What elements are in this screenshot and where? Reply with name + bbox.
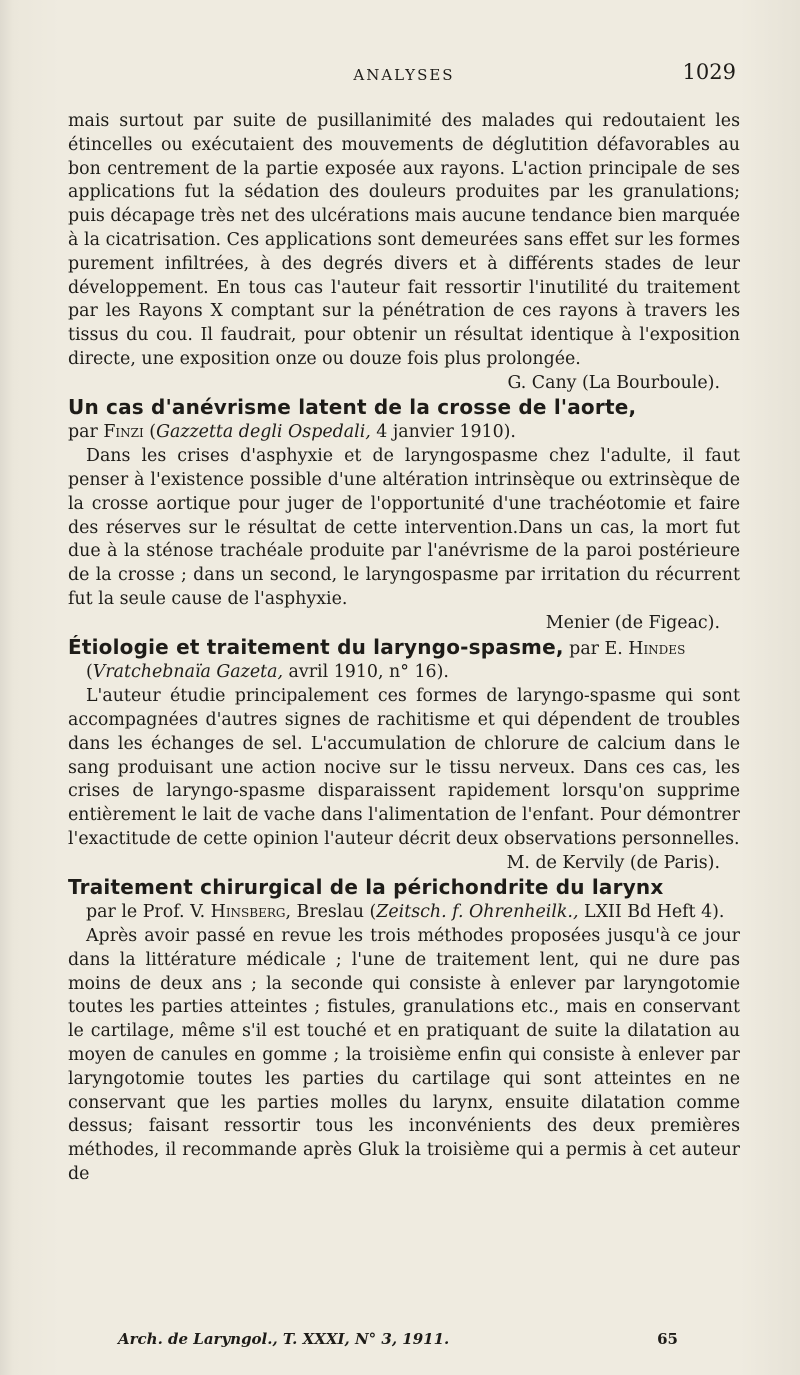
source-open: ( [86, 662, 93, 683]
reviewer-signature-1 [68, 372, 740, 396]
reviewer-name: G. Cany (La Bourboule). [507, 372, 720, 393]
review-citation-4 [68, 901, 740, 925]
source-journal: Gazzetta degli Ospedali, [156, 422, 371, 443]
author-place: , Breslau ( [285, 902, 377, 923]
review-heading-2 [68, 396, 740, 446]
source-details: avril 1910, n° 16). [283, 662, 449, 683]
review-citation-3 [68, 661, 740, 685]
review-paragraph-1: mais surtout par suite de pusillanimité des malades qui redoutaient les étincelles ou exécutaient des mouvements de déglutition défavorables au bon centrement de la partie exposée aux rayons. L'action principale de ses applications fut la sédation des douleurs produites par les granulations; puis décapage très net des ulcérations mais aucune tendance bien marquée à la cicatrisation. Ces applications sont demeurées sans effet sur les formes purement infiltrées, à des degrés divers et à différents stades de leur développement. En tous cas l'auteur fait ressortir l'inutilité du traitement par les Rayons X comptant sur la pénétration de ces rayons à travers les tissus du cou. Il faudrait, pour obtenir un résultat identique à l'exposition directe, une exposition onze ou douze fois plus prolongée. [68, 111, 740, 369]
signature-mark: 65 [657, 1330, 678, 1348]
review-paragraph-4: Après avoir passé en revue les trois méthodes proposées jusqu'à ce jour dans la littérature médicale ; l'une de traitement lent, qui ne dure pas moins de deux ans ; la seconde qui consiste à enlever par laryngotomie toutes les parties atteintes ; fistules, granulations etc., mais en conservant le cartilage, même s'il est touché et en pratiquant de suite la dilatation au moyen de canules en gomme ; la troisième enfin qui consiste à enlever par laryngotomie toutes les parties du cartilage qui sont atteintes en ne conservant que les parties molles du larynx, ensuite dilatation comme dessus; faisant ressortir tous les inconvénients des deux premières méthodes, il recommande après Gluk la troisième qui a permis à cet auteur de [68, 926, 740, 1185]
source-journal: Vratchebnaïa Gazeta, [92, 662, 284, 683]
source-journal: Zeitsch. f. Ohrenheilk., [376, 902, 579, 923]
review-heading-4 [68, 876, 740, 902]
author-name: Hindes [628, 638, 686, 659]
review-paragraph-3: L'auteur étudie principalement ces formes de laryngo-spasme qui sont accompagnées d'autres signes de rachitisme et qui dépendent de troubles dans les échanges de sel. L'accumulation de chlorure de calcium dans le sang produisant une action nocive sur le tissu nerveux. Dans ces cas, les crises de laryngo-spasme disparaissent rapidement lorsqu'on supprime entièrement le lait de vache dans l'alimentation de l'enfant. Pour démontrer l'exactitude de cette opinion l'auteur décrit deux observations personnelles. [68, 686, 740, 849]
review-title: Traitement chirurgical de la périchondrite du larynx [68, 874, 664, 899]
running-head: ANALYSES [353, 66, 455, 84]
reviewer-signature-3 [68, 852, 740, 876]
reviewer-name: M. de Kervily (de Paris). [506, 852, 720, 873]
article-body [68, 110, 740, 1187]
author-prefix: par [68, 422, 104, 443]
author-name: Finzi [103, 422, 144, 443]
page-header [68, 60, 740, 94]
author-prefix: par le Prof. V. [86, 902, 211, 923]
page-footer [118, 1330, 678, 1354]
source-details: LXII Bd Heft 4). [578, 902, 725, 923]
reviewer-name: Menier (de Figeac). [545, 612, 720, 633]
source-details: 4 janvier 1910). [370, 422, 516, 443]
review-title: Étiologie et traitement du laryngo-spasme, [68, 634, 564, 659]
review-heading-3 [68, 636, 740, 662]
reviewer-signature-2 [68, 612, 740, 636]
author-name: Hinsberg [210, 902, 286, 923]
review-paragraph-2: Dans les crises d'asphyxie et de laryngospasme chez l'adulte, il faut penser à l'existence possible d'une altération intrinsèque ou extrinsèque de la crosse aortique pour juger de l'opportunité d'une trachéotomie et faire des réserves sur le résultat de cette intervention.Dans un cas, la mort fut due à la sténose trachéale produite par l'anévrisme de la paroi postérieure de la crosse ; dans un second, le laryngospasme par irritation du récurrent fut la seule cause de l'asphyxie. [68, 446, 740, 609]
page-number: 1029 [682, 60, 736, 84]
journal-citation: Arch. de Laryngol., T. XXXI, N° 3, 1911. [118, 1330, 450, 1348]
source-open: ( [143, 422, 157, 443]
author-prefix: par E. [563, 638, 629, 659]
review-title: Un cas d'anévrisme latent de la crosse de l'aorte, [68, 394, 637, 419]
